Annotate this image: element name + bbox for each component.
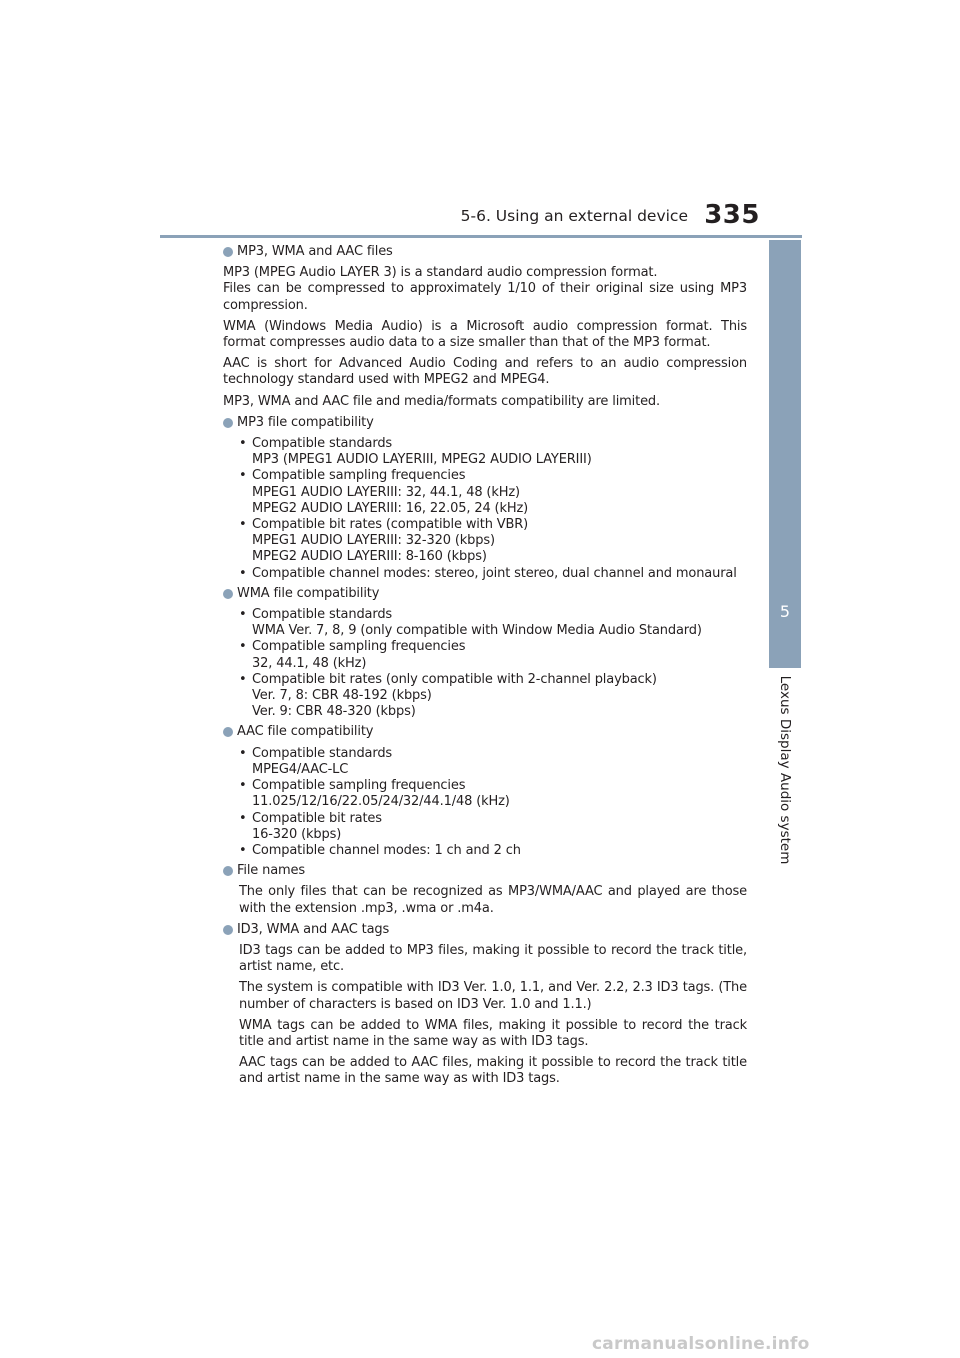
bullet-circle-icon: [223, 727, 233, 737]
section-title: 5-6. Using an external device: [460, 207, 688, 225]
list-value: 32, 44.1, 48 (kHz): [252, 655, 367, 671]
paragraph: WMA (Windows Media Audio) is a Microsoft audio compression format. This format compresses audio data to a size smaller than that of the MP3 format.: [223, 318, 747, 351]
paragraph: MP3, WMA and AAC file and media/formats compatibility are limited.: [223, 393, 661, 409]
bullet-circle-icon: [223, 247, 233, 257]
mp3-compatibility-list: [239, 436, 747, 582]
tags-block: [239, 943, 747, 1088]
list-item: • Compatible bit rates: [239, 810, 382, 826]
bullet-dot-icon: •: [239, 778, 247, 794]
intro-section: [223, 265, 747, 410]
chapter-number: 5: [779, 602, 791, 621]
list-item: • Compatible sampling frequencies: [239, 639, 466, 655]
list-value: 11.025/12/16/22.05/24/32/44.1/48 (kHz): [252, 794, 510, 810]
bullet-circle-icon: [223, 925, 233, 935]
paragraph: ID3 tags can be added to MP3 files, making it possible to record the track title, artist name, etc.: [239, 942, 747, 975]
list-value: MPEG2 AUDIO LAYERIII: 16, 22.05, 24 (kHz): [252, 500, 529, 516]
bullet-dot-icon: •: [239, 436, 247, 452]
paragraph: AAC is short for Advanced Audio Coding and refers to an audio compression technology standard used with MPEG2 and MPEG4.: [223, 356, 747, 388]
list-value: MPEG4/AAC-LC: [252, 761, 349, 777]
list-value: 16-320 (kbps): [252, 826, 342, 842]
bullet-dot-icon: •: [239, 565, 247, 581]
bullet-dot-icon: •: [239, 842, 247, 858]
list-item: • Compatible channel modes: stereo, joint stereo, dual channel and monaural: [239, 565, 737, 581]
bullet-heading: WMA file compatibility: [223, 586, 747, 602]
page-number: 335: [704, 200, 760, 230]
paragraph: MP3 (MPEG Audio LAYER 3) is a standard audio compression format.: [223, 265, 658, 281]
list-value: MPEG2 AUDIO LAYERIII: 8-160 (kbps): [252, 549, 487, 565]
list-item: • Compatible standards: [239, 745, 393, 761]
chapter-label: [776, 675, 794, 865]
bullet-circle-icon: [223, 418, 233, 428]
bullet-dot-icon: •: [239, 639, 247, 655]
list-item: • Compatible standards: [239, 436, 393, 452]
page-content: [223, 244, 747, 1093]
bullet-heading: MP3 file compatibility: [223, 415, 747, 431]
bullet-heading: AAC file compatibility: [223, 724, 747, 740]
wma-compatibility-list: [239, 607, 747, 720]
bullet-dot-icon: •: [239, 468, 247, 484]
list-value: MPEG1 AUDIO LAYERIII: 32, 44.1, 48 (kHz): [252, 484, 520, 500]
list-value: Ver. 9: CBR 48-320 (kbps): [252, 704, 416, 720]
bullet-heading: MP3, WMA and AAC files: [223, 244, 747, 260]
aac-compatibility-list: [239, 746, 747, 859]
header-rule: [160, 235, 802, 238]
list-value: Ver. 7, 8: CBR 48-192 (kbps): [252, 688, 432, 704]
page-header: [160, 200, 802, 238]
bullet-circle-icon: [223, 866, 233, 876]
list-value: MPEG1 AUDIO LAYERIII: 32-320 (kbps): [252, 533, 495, 549]
file-names-block: [239, 884, 747, 916]
bullet-heading: File names: [223, 863, 747, 879]
bullet-dot-icon: •: [239, 517, 247, 533]
chapter-tab: [769, 240, 801, 668]
paragraph: Files can be compressed to approximately 1/10 of their original size using MP3 compression.: [223, 281, 747, 313]
list-item: • Compatible sampling frequencies: [239, 468, 466, 484]
list-item: • Compatible standards: [239, 607, 393, 623]
watermark: carmanualsonline.info: [592, 1334, 810, 1354]
bullet-dot-icon: •: [239, 607, 247, 623]
list-value: MP3 (MPEG1 AUDIO LAYERIII, MPEG2 AUDIO LAYERIII): [252, 452, 592, 468]
paragraph: The system is compatible with ID3 Ver. 1.0, 1.1, and Ver. 2.2, 2.3 ID3 tags. (The number of characters is based on ID3 Ver. 1.0 and 1.1.): [239, 980, 747, 1012]
list-value: WMA Ver. 7, 8, 9 (only compatible with Window Media Audio Standard): [252, 623, 702, 639]
paragraph: AAC tags can be added to AAC files, making it possible to record the track title and artist name in the same way as with ID3 tags.: [239, 1055, 747, 1087]
list-item: • Compatible channel modes: 1 ch and 2 ch: [239, 842, 521, 858]
bullet-dot-icon: •: [239, 745, 247, 761]
bullet-dot-icon: •: [239, 671, 247, 687]
bullet-heading: ID3, WMA and AAC tags: [223, 922, 747, 938]
list-item: • Compatible sampling frequencies: [239, 778, 466, 794]
paragraph: WMA tags can be added to WMA files, making it possible to record the track title and artist name in the same way as with ID3 tags.: [239, 1017, 747, 1049]
paragraph: The only files that can be recognized as MP3/WMA/AAC and played are those with the extension .mp3, .wma or .m4a.: [239, 884, 747, 916]
list-item: • Compatible bit rates (compatible with VBR): [239, 517, 529, 533]
chapter-label-text: Lexus Display Audio system: [777, 675, 793, 865]
bullet-circle-icon: [223, 589, 233, 599]
bullet-dot-icon: •: [239, 810, 247, 826]
list-item: • Compatible bit rates (only compatible with 2-channel playback): [239, 671, 657, 687]
